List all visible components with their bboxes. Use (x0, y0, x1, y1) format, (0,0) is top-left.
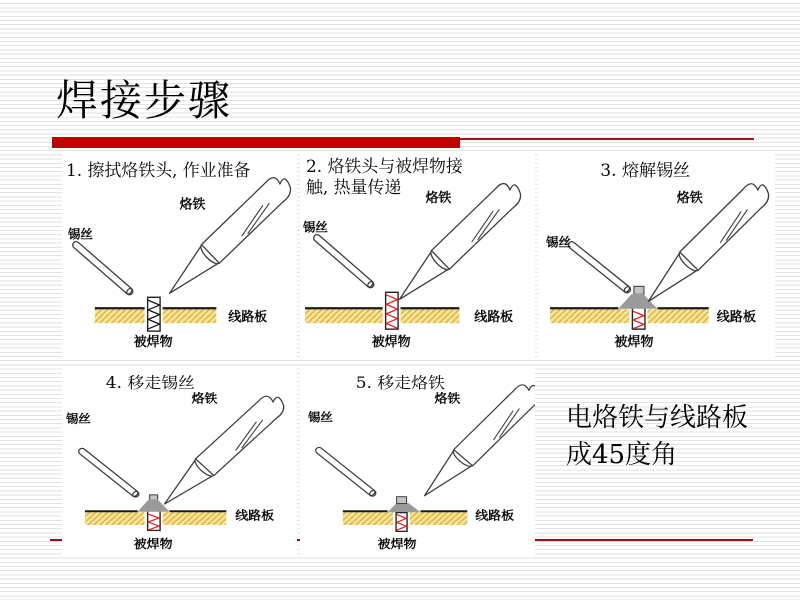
step-title: 2. 烙铁头与被焊物接 (305, 155, 463, 176)
soldering-iron-graphic (160, 171, 295, 303)
soldering-iron-graphic (415, 378, 535, 504)
solder-fillet-graphic (388, 503, 421, 512)
iron-label: 烙铁 (191, 392, 218, 406)
iron-label: 烙铁 (425, 189, 452, 205)
solder-wire-graphic (71, 240, 134, 296)
step-title: 5. 移走烙铁 (355, 373, 445, 392)
solder-wire-label: 锡丝 (307, 410, 333, 424)
circuit-board-label: 线路板 (228, 309, 268, 325)
soldering-iron-graphic (390, 177, 525, 309)
solder-wire-label: 锡丝 (65, 412, 91, 426)
title-accent-line (460, 138, 754, 140)
step-title: 4. 移走锡丝 (105, 373, 195, 392)
solder-wire-label: 锡丝 (67, 227, 93, 242)
step-3-diagram (538, 152, 775, 357)
workpiece-label: 被焊物 (377, 537, 417, 551)
step-panel-1 (62, 152, 297, 357)
circuit-board-label: 线路板 (716, 309, 756, 325)
solder-wire-label: 锡丝 (546, 235, 572, 250)
step-title-line2: 触, 热量传递 (305, 176, 402, 197)
component-tip (634, 286, 644, 294)
component-tip (397, 497, 407, 504)
circuit-board-label: 线路板 (474, 309, 514, 325)
soldering-iron-graphic (639, 177, 774, 311)
title-accent-bar (52, 137, 460, 148)
solder-wire-graphic (567, 240, 632, 294)
step-panel-4 (62, 368, 297, 556)
angle-note-line1: 电烙铁与线路板 (566, 403, 749, 433)
step-5-diagram (300, 368, 535, 556)
solder-wire-label: 锡丝 (302, 220, 328, 235)
iron-label: 烙铁 (434, 392, 461, 406)
workpiece-label: 被焊物 (371, 334, 411, 350)
step-panel-2 (300, 152, 535, 357)
molten-solder-graphic (138, 499, 170, 511)
solder-wire-graphic (314, 446, 377, 497)
page-title: 焊接步骤 (56, 76, 233, 125)
circuit-board-label: 线路板 (235, 508, 275, 523)
workpiece-label: 被焊物 (614, 334, 654, 350)
step-panel-5 (300, 368, 535, 556)
iron-label: 烙铁 (179, 196, 206, 212)
workpiece-label: 被焊物 (133, 537, 173, 551)
angle-note-line2: 成45度角 (566, 440, 678, 470)
iron-label: 烙铁 (676, 189, 703, 205)
soldering-iron-graphic (155, 390, 289, 513)
solder-wire-graphic (312, 233, 375, 289)
step-1-diagram (62, 152, 297, 357)
step-2-diagram (300, 152, 535, 357)
step-title: 1. 擦拭烙铁头, 作业准备 (65, 159, 251, 180)
solder-wire-graphic (77, 447, 140, 498)
step-4-diagram (62, 368, 297, 556)
circuit-board-label: 线路板 (475, 508, 515, 523)
step-panel-3 (538, 152, 775, 357)
step-title: 3. 熔解锡丝 (600, 160, 691, 181)
workpiece-label: 被焊物 (133, 334, 173, 350)
circuit-board-graphic (305, 309, 459, 323)
angle-note (566, 400, 796, 474)
